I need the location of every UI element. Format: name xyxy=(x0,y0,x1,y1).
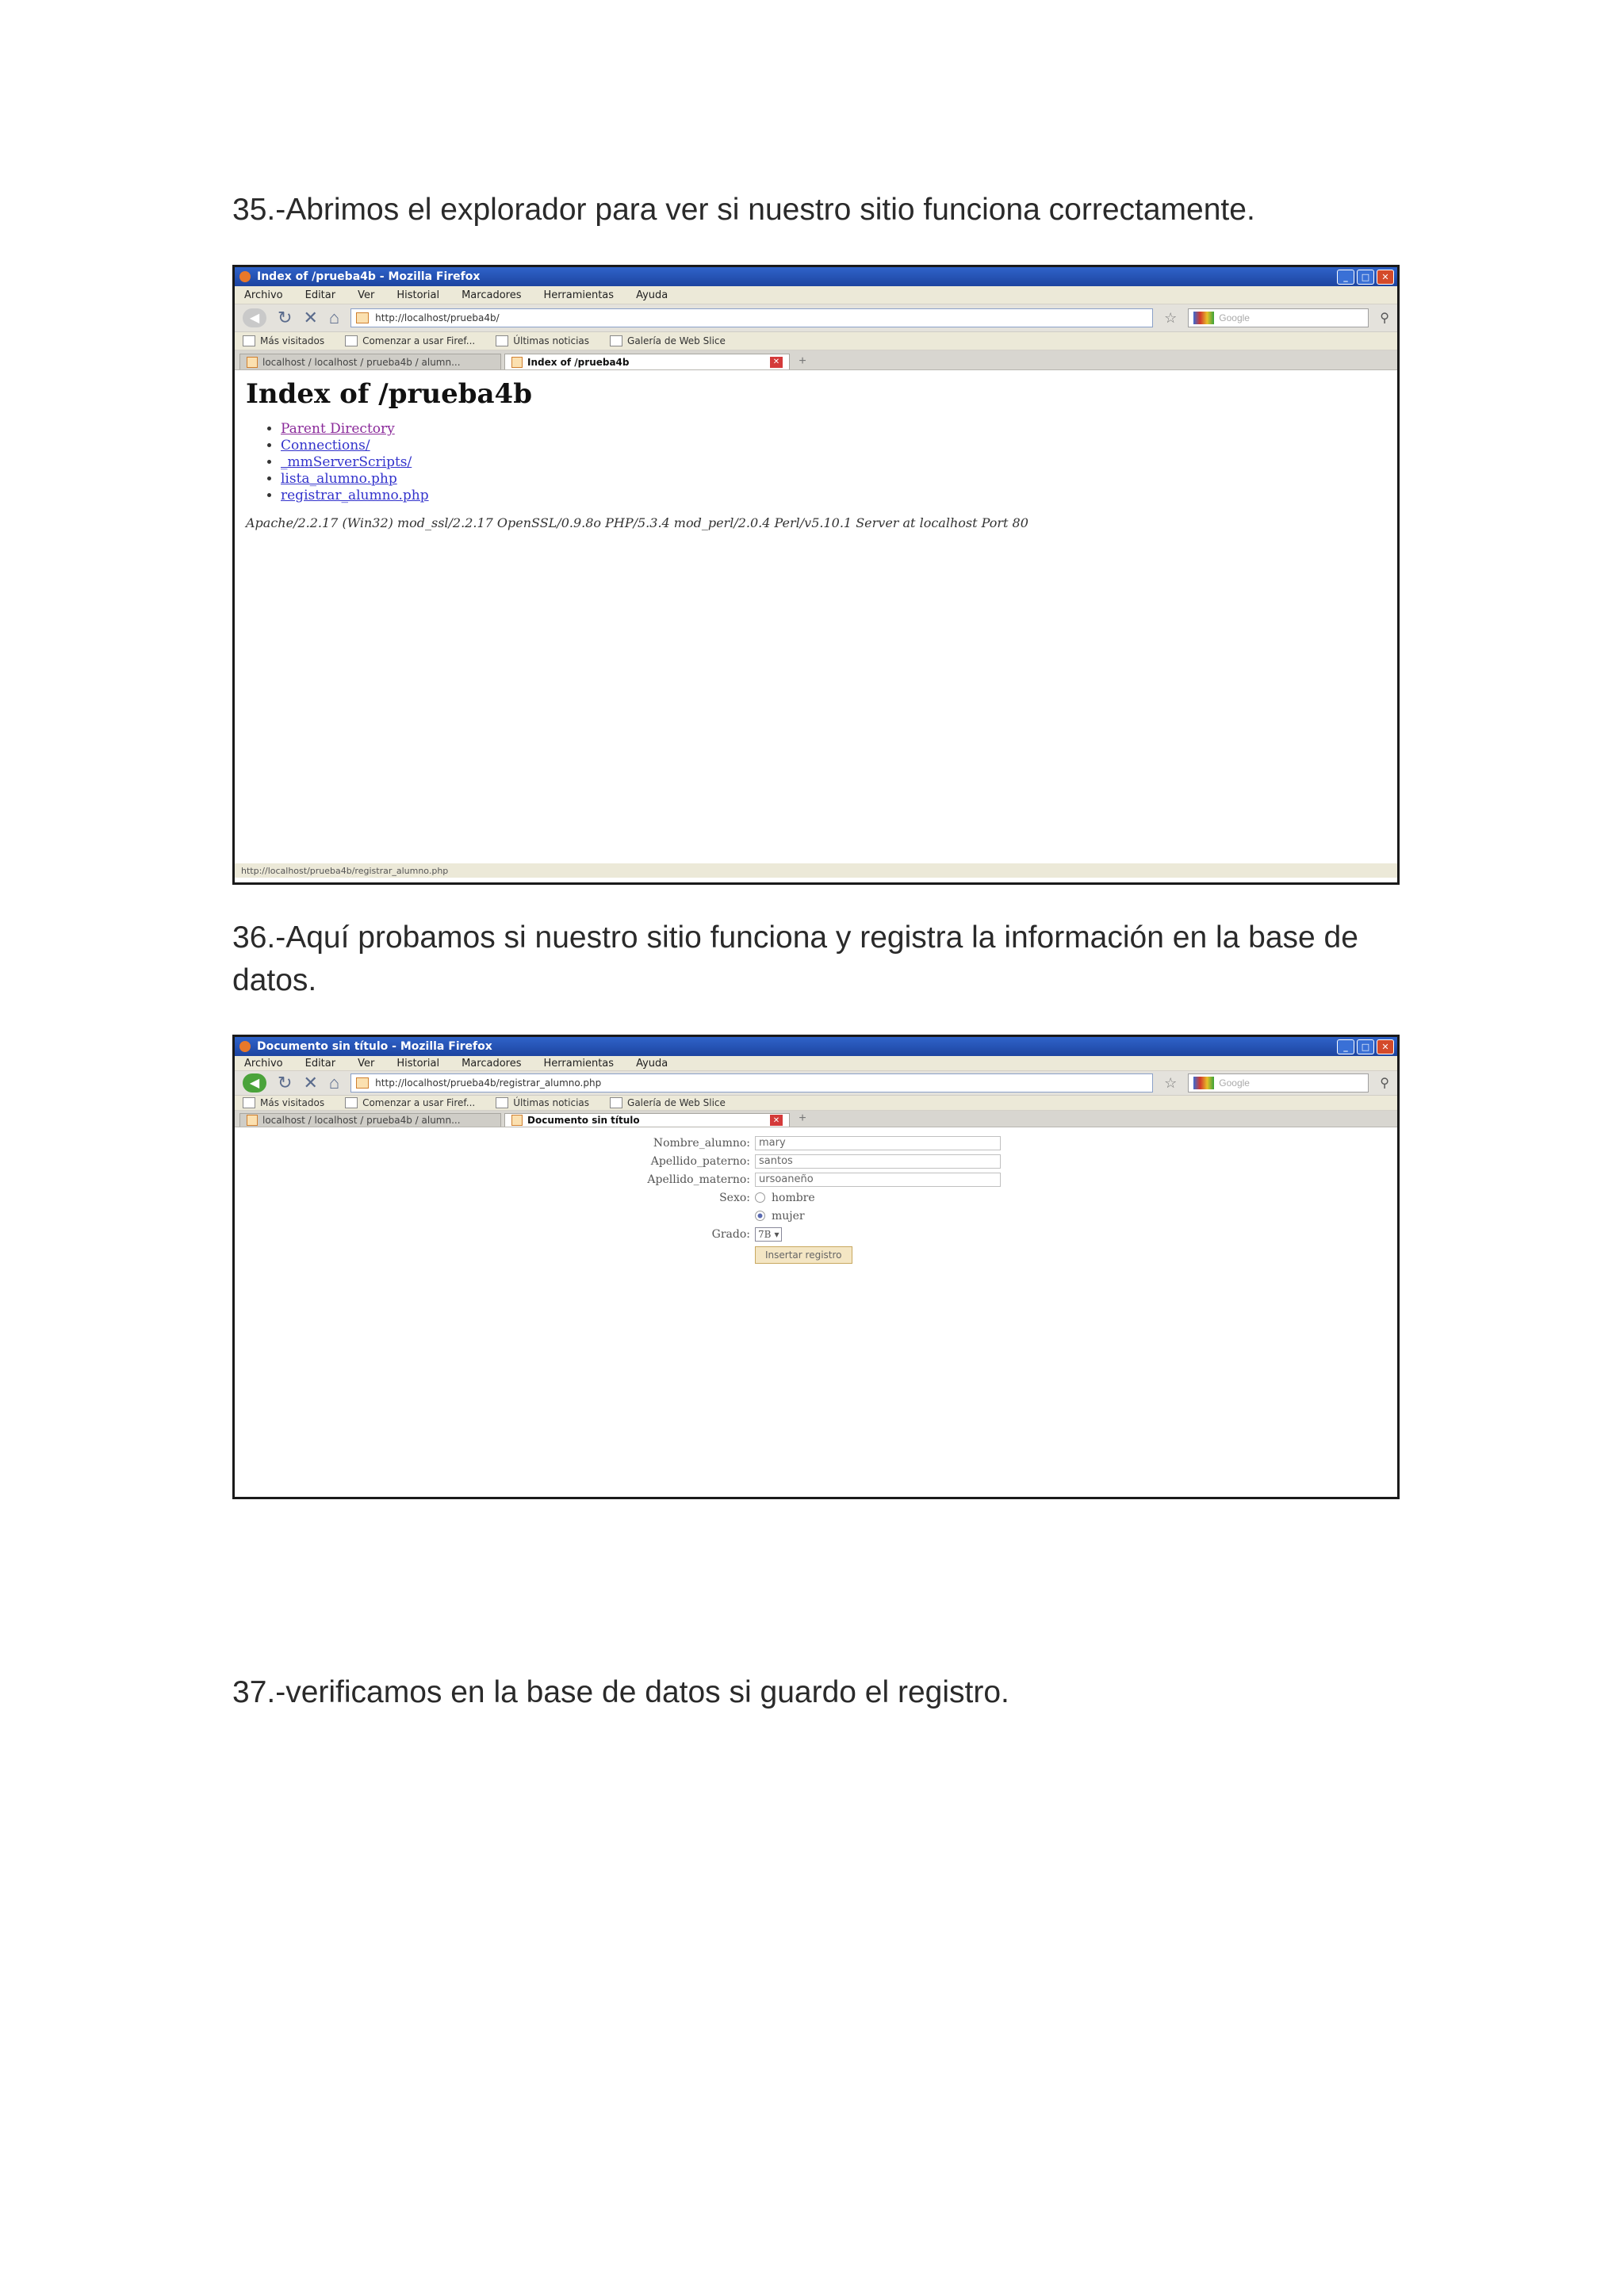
form-row-materno xyxy=(623,1170,1001,1188)
nombre-input[interactable]: mary xyxy=(755,1136,1001,1150)
bookmarks-toolbar xyxy=(235,332,1397,350)
materno-label: Apellido_materno: xyxy=(647,1173,750,1186)
caption-step-35: 35.-Abrimos el explorador para ver si nuestro sitio funciona correctamente. xyxy=(232,193,1255,227)
menu-ayuda[interactable]: Ayuda xyxy=(636,289,668,301)
page-favicon-icon xyxy=(356,312,369,323)
address-url: http://localhost/prueba4b/ xyxy=(375,312,500,323)
menu-archivo[interactable]: Archivo xyxy=(244,1057,283,1070)
tab-favicon-icon xyxy=(511,357,523,368)
page-favicon-icon xyxy=(356,1077,369,1089)
radio-off-icon xyxy=(755,1192,765,1203)
menu-marcadores[interactable]: Marcadores xyxy=(462,1057,522,1070)
server-signature: Apache/2.2.17 (Win32) mod_ssl/2.2.17 OpenSSL/0.9.8o PHP/5.3.4 mod_perl/2.0.4 Perl/v5.10.1 Server at localhost Port 80 xyxy=(246,515,1028,530)
search-placeholder: Google xyxy=(1219,1077,1250,1089)
list-item xyxy=(281,471,1397,488)
bookmark-label: Últimas noticias xyxy=(513,335,590,346)
minimize-icon[interactable]: _ xyxy=(1337,1039,1354,1054)
link-parent-directory[interactable]: Parent Directory xyxy=(281,421,395,437)
registro-form xyxy=(623,1134,1001,1264)
link-registrar-alumno[interactable]: registrar_alumno.php xyxy=(281,488,429,503)
bookmark-label: Más visitados xyxy=(260,1097,325,1108)
address-bar[interactable] xyxy=(350,308,1153,327)
form-row-sexo-2 xyxy=(623,1207,1001,1225)
search-placeholder: Google xyxy=(1219,312,1250,323)
bookmark-label: Galería de Web Slice xyxy=(627,1097,726,1108)
tab-localhost[interactable] xyxy=(239,1113,501,1127)
page-icon xyxy=(345,1097,358,1108)
back-icon[interactable]: ◀ xyxy=(243,1073,266,1093)
rss-icon xyxy=(496,335,508,346)
grado-select[interactable] xyxy=(755,1227,782,1242)
bookmark-label: Galería de Web Slice xyxy=(627,335,726,346)
page-content xyxy=(235,1127,1397,1499)
maximize-icon[interactable]: □ xyxy=(1357,1039,1374,1054)
bookmark-folder-icon xyxy=(243,335,255,346)
radio-mujer[interactable] xyxy=(755,1210,805,1223)
close-icon[interactable]: ✕ xyxy=(1377,270,1394,285)
bookmark-web-slice[interactable] xyxy=(610,335,726,346)
tab-localhost[interactable] xyxy=(239,354,501,369)
bookmark-label: Comenzar a usar Firef... xyxy=(362,335,476,346)
rss-icon xyxy=(496,1097,508,1108)
bookmark-latest-news[interactable] xyxy=(496,335,589,346)
tab-strip xyxy=(235,350,1397,370)
close-icon[interactable]: ✕ xyxy=(1377,1039,1394,1054)
tab-index[interactable] xyxy=(504,354,790,369)
link-mm-server-scripts[interactable]: _mmServerScripts/ xyxy=(281,454,412,470)
menu-herramientas[interactable]: Herramientas xyxy=(543,1057,615,1070)
reload-icon[interactable]: ↻ xyxy=(278,1073,293,1093)
maximize-icon[interactable]: □ xyxy=(1357,270,1374,285)
menu-ver[interactable]: Ver xyxy=(358,289,375,301)
search-input[interactable] xyxy=(1188,308,1369,327)
caption-step-36: 36.-Aquí probamos si nuestro sitio funciona y registra la información en la base de datos. xyxy=(232,920,1358,997)
menu-ayuda[interactable]: Ayuda xyxy=(636,1057,668,1070)
sexo-label: Sexo: xyxy=(719,1191,750,1204)
grado-label: Grado: xyxy=(711,1227,750,1241)
search-icon[interactable]: ⚲ xyxy=(1380,312,1389,325)
firefox-icon xyxy=(239,271,251,282)
menu-historial[interactable]: Historial xyxy=(396,1057,440,1070)
browser-screenshot-index xyxy=(232,265,1400,885)
directory-list xyxy=(281,421,1397,504)
new-tab-icon[interactable]: + xyxy=(799,354,806,368)
tab-strip xyxy=(235,1111,1397,1127)
paterno-input[interactable]: santos xyxy=(755,1154,1001,1169)
bookmark-label: Últimas noticias xyxy=(513,1097,590,1108)
reload-icon[interactable]: ↻ xyxy=(278,308,293,327)
list-item xyxy=(281,438,1397,454)
form-row-nombre xyxy=(623,1134,1001,1152)
window-titlebar xyxy=(235,1037,1397,1056)
minimize-icon[interactable]: _ xyxy=(1337,270,1354,285)
page-icon xyxy=(610,1097,622,1108)
home-icon[interactable]: ⌂ xyxy=(328,1073,340,1093)
window-titlebar xyxy=(235,267,1397,286)
form-row-paterno xyxy=(623,1152,1001,1170)
tab-label: localhost / localhost / prueba4b / alumn... xyxy=(262,1115,461,1126)
page-icon xyxy=(345,335,358,346)
radio-hombre[interactable] xyxy=(755,1192,815,1204)
home-icon[interactable]: ⌂ xyxy=(328,308,340,327)
materno-input[interactable]: ursoaneño xyxy=(755,1173,1001,1187)
menu-historial[interactable]: Historial xyxy=(396,289,440,301)
grado-value: 7B xyxy=(758,1228,772,1240)
page-icon xyxy=(610,335,622,346)
menu-herramientas[interactable]: Herramientas xyxy=(543,289,615,301)
address-url: http://localhost/prueba4b/registrar_alumno.php xyxy=(375,1077,602,1089)
paterno-label: Apellido_paterno: xyxy=(650,1154,750,1168)
radio-on-icon xyxy=(755,1211,765,1221)
google-icon xyxy=(1193,1077,1214,1089)
navigation-toolbar xyxy=(235,304,1397,332)
radio-label: mujer xyxy=(772,1209,805,1223)
back-icon[interactable]: ◀ xyxy=(243,308,266,327)
tab-favicon-icon xyxy=(247,357,258,368)
new-tab-icon[interactable]: + xyxy=(799,1112,806,1125)
window-title: Documento sin título - Mozilla Firefox xyxy=(257,1040,492,1053)
close-tab-icon[interactable]: ✕ xyxy=(770,357,783,368)
tab-documento[interactable] xyxy=(504,1113,790,1127)
list-item xyxy=(281,454,1397,471)
tab-label: Index of /prueba4b xyxy=(527,356,630,368)
bookmark-getting-started[interactable] xyxy=(345,1097,475,1108)
status-bar: http://localhost/prueba4b/registrar_alumno.php xyxy=(235,863,1397,878)
list-item xyxy=(281,488,1397,504)
link-connections[interactable]: Connections/ xyxy=(281,438,370,453)
bookmark-label: Comenzar a usar Firef... xyxy=(362,1097,476,1108)
bookmark-star-icon[interactable]: ☆ xyxy=(1164,1074,1178,1091)
bookmark-folder-icon xyxy=(243,1097,255,1108)
stop-icon[interactable]: ✕ xyxy=(303,1073,318,1093)
browser-screenshot-form xyxy=(232,1035,1400,1499)
google-icon xyxy=(1193,312,1214,324)
form-row-sexo xyxy=(623,1188,1001,1207)
page-title: Index of /prueba4b xyxy=(246,378,532,410)
menu-bar xyxy=(235,286,1397,304)
bookmark-web-slice[interactable] xyxy=(610,1097,726,1108)
bookmarks-toolbar xyxy=(235,1096,1397,1111)
caption-step-37: 37.-verificamos en la base de datos si guardo el registro. xyxy=(232,1675,1009,1709)
link-lista-alumno[interactable]: lista_alumno.php xyxy=(281,471,397,487)
firefox-icon xyxy=(239,1041,251,1052)
tab-favicon-icon xyxy=(511,1115,523,1126)
bookmark-most-visited[interactable] xyxy=(243,335,324,346)
bookmark-most-visited[interactable] xyxy=(243,1097,324,1108)
menu-archivo[interactable]: Archivo xyxy=(244,289,283,301)
form-row-grado xyxy=(623,1225,1001,1243)
bookmark-label: Más visitados xyxy=(260,335,325,346)
list-item xyxy=(281,421,1397,438)
menu-marcadores[interactable]: Marcadores xyxy=(462,289,522,301)
tab-label: localhost / localhost / prueba4b / alumn... xyxy=(262,356,461,368)
menu-editar[interactable]: Editar xyxy=(304,1057,336,1070)
chevron-down-icon: ▾ xyxy=(774,1228,779,1240)
close-tab-icon[interactable]: ✕ xyxy=(770,1115,783,1126)
insertar-registro-button[interactable]: Insertar registro xyxy=(755,1246,852,1264)
menu-ver[interactable]: Ver xyxy=(358,1057,375,1070)
bookmark-latest-news[interactable] xyxy=(496,1097,589,1108)
search-icon[interactable]: ⚲ xyxy=(1380,1077,1389,1090)
nombre-label: Nombre_alumno: xyxy=(653,1136,750,1150)
tab-favicon-icon xyxy=(247,1115,258,1126)
stop-icon[interactable]: ✕ xyxy=(303,308,318,327)
navigation-toolbar xyxy=(235,1071,1397,1096)
menu-bar xyxy=(235,1056,1397,1071)
tab-label: Documento sin título xyxy=(527,1115,640,1126)
menu-editar[interactable]: Editar xyxy=(304,289,336,301)
window-title: Index of /prueba4b - Mozilla Firefox xyxy=(257,270,481,283)
bookmark-star-icon[interactable]: ☆ xyxy=(1164,309,1178,326)
radio-label: hombre xyxy=(772,1191,815,1204)
search-input[interactable] xyxy=(1188,1073,1369,1093)
page-content xyxy=(235,378,1397,878)
address-bar[interactable] xyxy=(350,1073,1153,1093)
bookmark-getting-started[interactable] xyxy=(345,335,475,346)
